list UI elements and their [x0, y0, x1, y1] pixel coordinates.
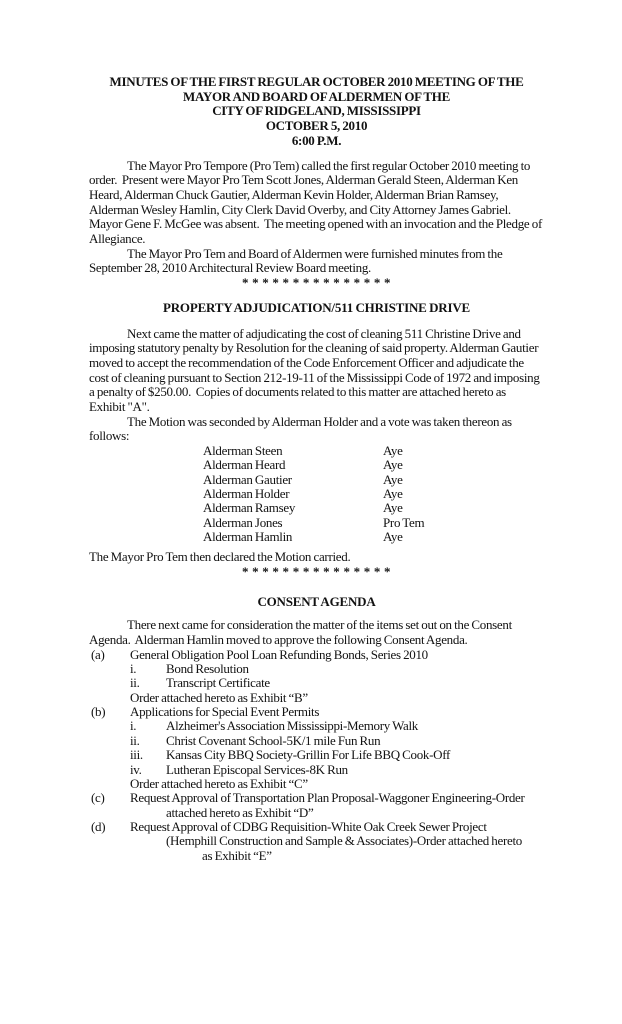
agenda-item-text: attached hereto as Exhibit “D”	[166, 804, 314, 820]
vote-value: Aye	[383, 528, 403, 544]
agenda-item-text: Request Approval of Transportation Plan Proposal-Waggoner Engineering-Order	[130, 790, 525, 806]
agenda-order-note	[89, 777, 544, 791]
vote-value: Aye	[383, 471, 403, 487]
section-heading-consent-agenda: CONSENT AGENDA	[257, 593, 376, 609]
agenda-item-label: (a)	[91, 646, 105, 662]
agenda-subitem	[89, 748, 544, 762]
agenda-order-text: Order attached hereto as Exhibit “B”	[130, 689, 308, 705]
vote-value: Aye	[383, 457, 403, 473]
agenda-item-a	[89, 648, 544, 662]
vote-name: Alderman Holder	[203, 486, 290, 502]
vote-row	[89, 473, 544, 487]
vote-value: Pro Tem	[383, 514, 425, 530]
vote-row	[89, 487, 544, 501]
agenda-subitem-label: i.	[130, 718, 137, 734]
paragraph-call-to-order: The Mayor Pro Tempore (Pro Tem) called the first regular October 2010 meeting to order. Present were Mayor Pro Tem Scott Jones, Alderman Gerald Steen, Alderman Ken Heard, Alderman Chuck Gautier, Alderman Kevin Holder, Alderman Brian Ramsey, Alderman Wesley Hamlin, City Clerk David Overby, and City Attorney James Gabriel. Mayor Gene F. McGee was absent. The meeting opened with an invocation and the Pledge of Allegiance.	[89, 157, 544, 247]
document-title	[89, 75, 544, 149]
agenda-item-b	[89, 705, 544, 719]
vote-value: Aye	[383, 500, 403, 516]
vote-value: Aye	[383, 486, 403, 502]
paragraph-motion-carried: The Mayor Pro Tem then declared the Motion carried.	[89, 549, 351, 565]
agenda-subitem-text: Transcript Certificate	[166, 675, 270, 691]
agenda-subitem	[89, 763, 544, 777]
agenda-subitem-text: Lutheran Episcopal Services-8K Run	[166, 761, 348, 777]
asterisk-separator-1: * * * * * * * * * * * * * * *	[241, 275, 392, 291]
agenda-item-d	[89, 820, 544, 834]
agenda-item-c-continuation	[89, 806, 544, 820]
vote-row	[89, 501, 544, 515]
agenda-subitem-text: Bond Resolution	[166, 661, 249, 677]
agenda-item-c	[89, 791, 544, 805]
vote-row	[89, 444, 544, 458]
paragraph-motion-seconded: The Motion was seconded by Alderman Holder and a vote was taken thereon as follows:	[89, 413, 515, 444]
paragraph-consent-agenda-intro: There next came for consideration the matter of the items set out on the Consent Agenda. Alderman Hamlin moved to approve the following Consent Agenda.	[89, 617, 514, 648]
agenda-item-label: (b)	[91, 704, 106, 720]
agenda-subitem-label: iv.	[130, 761, 142, 777]
agenda-item-d-continuation	[89, 834, 544, 848]
vote-row	[89, 516, 544, 530]
agenda-item-d-continuation-2	[89, 849, 544, 863]
agenda-subitem-text: Alzheimer's Association Mississippi-Memory Walk	[166, 718, 418, 734]
agenda-item-label: (d)	[91, 818, 106, 834]
paragraph-property-adjudication: Next came the matter of adjudicating the cost of cleaning 511 Christine Drive and imposing statutory penalty by Resolution for the cleaning of said property. Alderman Gautier moved to accept the recommendation of the Code Enforcement Officer and adjudicate the cost of cleaning pursuant to Section 212-19-11 of the Mississippi Code of 1972 and imposing a penalty of $250.00. Copies of documents related to this matter are attached hereto as Exhibit "A".	[89, 325, 542, 415]
asterisk-separator-2: * * * * * * * * * * * * * * *	[241, 563, 392, 579]
agenda-item-label: (c)	[91, 790, 105, 806]
title-line-date: OCTOBER 5, 2010	[265, 118, 368, 134]
agenda-subitem	[89, 676, 544, 690]
section-heading-property-adjudication: PROPERTY ADJUDICATION/511 CHRISTINE DRIVE	[162, 299, 470, 315]
vote-name: Alderman Steen	[203, 443, 283, 459]
title-line-time: 6:00 P.M.	[291, 132, 342, 148]
agenda-order-text: Order attached hereto as Exhibit “C”	[130, 775, 308, 791]
agenda-subitem	[89, 734, 544, 748]
agenda-subitem	[89, 662, 544, 676]
agenda-item-text: General Obligation Pool Loan Refunding Bonds, Series 2010	[130, 646, 428, 662]
vote-row	[89, 458, 544, 472]
vote-name: Alderman Hamlin	[203, 528, 293, 544]
paragraph-minutes-furnished: The Mayor Pro Tem and Board of Aldermen were furnished minutes from the September 28, 2010 Architectural Review Board meeting.	[89, 245, 505, 276]
consent-agenda-list	[89, 648, 544, 863]
agenda-subitem	[89, 719, 544, 733]
vote-name: Alderman Heard	[203, 457, 286, 473]
title-line-3: CITY OF RIDGELAND, MISSISSIPPI	[212, 103, 421, 119]
title-line-2: MAYOR AND BOARD OF ALDERMEN OF THE	[183, 88, 450, 104]
agenda-subitem-label: ii.	[130, 732, 140, 748]
vote-list	[89, 444, 544, 544]
agenda-subitem-label: ii.	[130, 675, 140, 691]
title-line-1: MINUTES OF THE FIRST REGULAR OCTOBER 2010 MEETING OF THE	[109, 74, 524, 89]
agenda-subitem-label: iii.	[130, 747, 143, 763]
vote-row	[89, 530, 544, 544]
agenda-subitem-text: Kansas City BBQ Society-Grillin For Life BBQ Cook-Off	[166, 747, 451, 763]
agenda-item-text: Request Approval of CDBG Requisition-White Oak Creek Sewer Project	[130, 818, 487, 834]
agenda-item-text: (Hemphill Construction and Sample & Associates)-Order attached hereto	[166, 833, 522, 849]
vote-name: Alderman Jones	[203, 514, 283, 530]
agenda-order-note	[89, 691, 544, 705]
vote-name: Alderman Gautier	[203, 471, 292, 487]
vote-name: Alderman Ramsey	[203, 500, 296, 516]
agenda-item-text: Applications for Special Event Permits	[130, 704, 320, 720]
agenda-subitem-label: i.	[130, 661, 137, 677]
vote-value: Aye	[383, 443, 403, 459]
agenda-subitem-text: Christ Covenant School-5K/1 mile Fun Run	[166, 732, 381, 748]
agenda-item-text: as Exhibit “E”	[202, 847, 272, 863]
